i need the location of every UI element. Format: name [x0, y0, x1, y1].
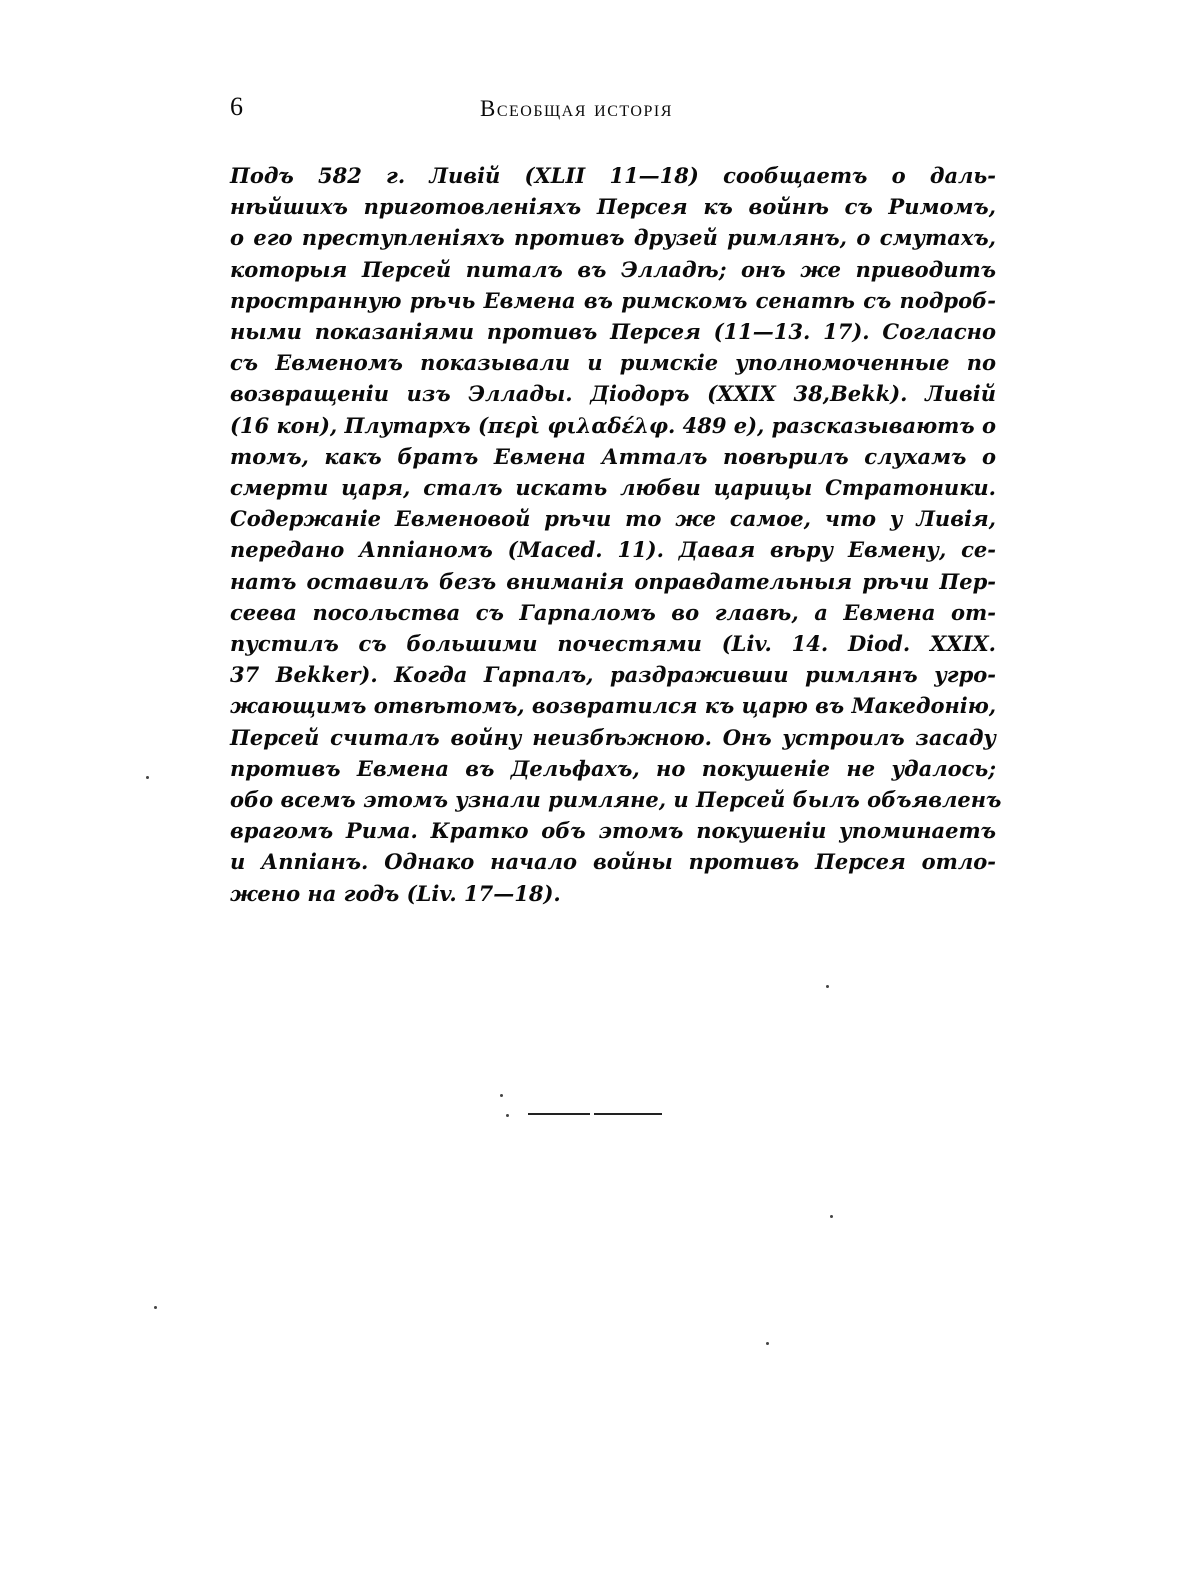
text-line: натъ оставилъ безъ вниманія оправдательныя рѣчи Пер- [230, 568, 996, 594]
text-line: ными показаніями противъ Персея (11—13. 17). Согласно [230, 319, 996, 345]
scan-speck [506, 1114, 509, 1117]
text-line: Подъ 582 г. Ливій (XLII 11—18) сообщаетъ о даль- [230, 163, 996, 188]
text-line: пустилъ съ большими почестями (Liv. 14. Diod. XXIX. [230, 631, 996, 657]
scan-speck [766, 1342, 769, 1345]
scan-speck [146, 776, 149, 779]
running-title: Всеобщая исторія [480, 96, 673, 121]
text-line: врагомъ Рима. Кратко объ этомъ покушеніи упоминаетъ [230, 818, 996, 844]
text-line: Содержаніе Евменовой рѣчи то же самое, что у Ливія, [230, 506, 996, 532]
text-line: жено на годъ (Liv. 17—18). [230, 880, 561, 906]
page-number: 6 [230, 92, 243, 121]
text-line: возвращеніи изъ Эллады. Діодоръ (XXIX 38,Bekk). Ливій [230, 381, 996, 407]
text-line: передано Аппіаномъ (Maced. 11). Давая вѣру Евмену, се- [230, 537, 996, 563]
text-line: нѣйшихъ приготовленіяхъ Персея къ войнѣ съ Римомъ, [230, 194, 996, 220]
text-line: съ Евменомъ показывали и римскіе уполномоченные по [230, 350, 996, 376]
text-line: обо всемъ этомъ узнали римляне, и Персей былъ объявленъ [230, 787, 1002, 813]
text-line: пространную рѣчь Евмена въ римскомъ сенатѣ съ подроб- [230, 287, 996, 313]
running-head [230, 92, 990, 132]
section-end-rule [594, 1113, 662, 1115]
text-line: и Аппіанъ. Однако начало войны противъ Персея отло- [230, 849, 996, 875]
text-line: томъ, какъ братъ Евмена Атталъ повѣрилъ слухамъ о [230, 443, 996, 469]
section-end-rule [528, 1113, 590, 1115]
text-line: противъ Евмена въ Дельфахъ, но покушеніе не удалось; [230, 755, 996, 781]
scan-speck [830, 1215, 833, 1218]
text-line: Персей считалъ войну неизбѣжною. Онъ устроилъ засаду [230, 724, 996, 750]
scan-speck [500, 1094, 503, 1097]
text-line: смерти царя, сталъ искать любви царицы Стратоники. [230, 475, 996, 501]
scan-speck [826, 985, 829, 988]
text-line: о его преступленіяхъ противъ друзей римлянъ, о смутахъ, [230, 225, 996, 251]
text-line: жающимъ отвѣтомъ, возвратился къ царю въ Македонію, [230, 693, 997, 719]
body-paragraph [230, 160, 1002, 909]
text-line: 37 Bekker). Когда Гарпалъ, раздраживши римлянъ угро- [230, 662, 996, 688]
text-line: сеева посольства съ Гарпаломъ во главѣ, а Евмена от- [230, 599, 996, 625]
text-line: которыя Персей питалъ въ Элладѣ; онъ же приводитъ [230, 256, 996, 282]
scan-speck [154, 1306, 157, 1309]
text-line: (16 кон), Плутархъ (περὶ φιλαδέλφ. 489 e), разсказываютъ о [230, 412, 996, 438]
